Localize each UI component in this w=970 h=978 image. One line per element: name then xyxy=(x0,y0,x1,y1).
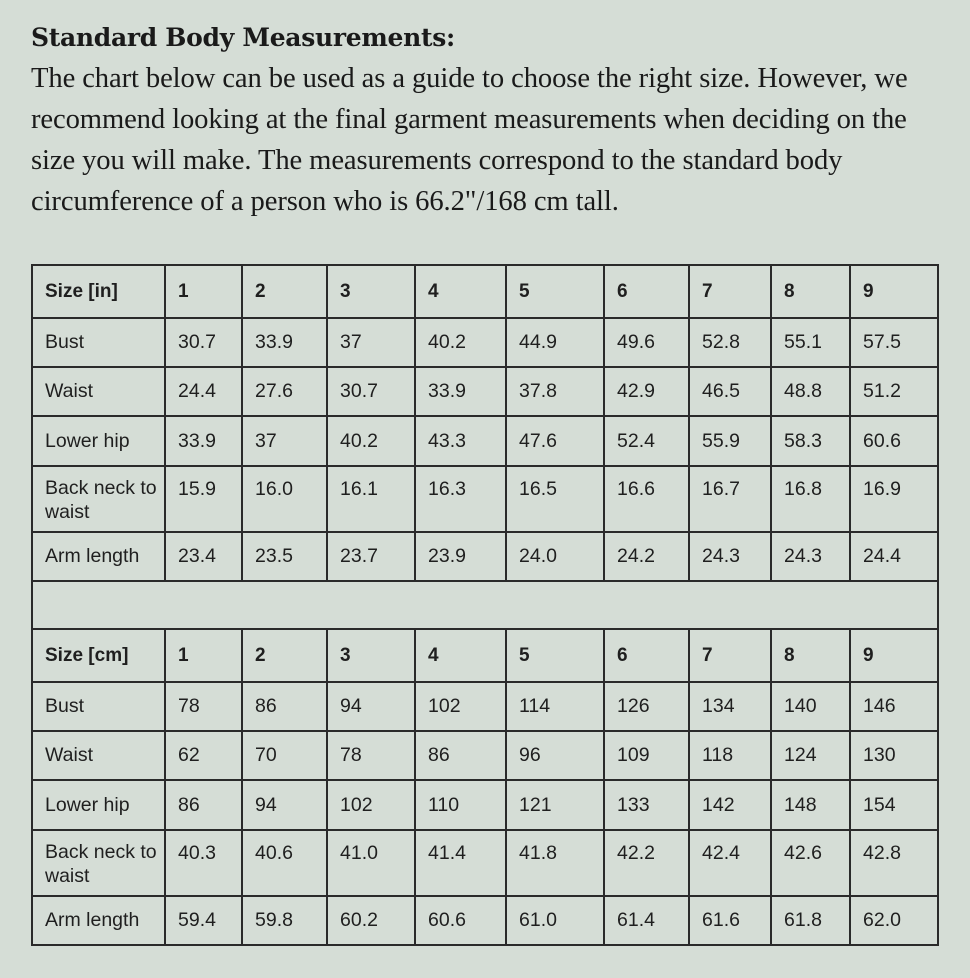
measurement-value: 86 xyxy=(415,731,506,780)
measurement-value: 42.6 xyxy=(771,830,850,896)
measurement-value: 94 xyxy=(242,780,327,830)
size-column-header: 5 xyxy=(506,265,604,318)
measurements-table xyxy=(31,264,939,946)
size-header-label: Size [cm] xyxy=(32,629,165,682)
measurement-label: Waist xyxy=(32,367,165,416)
section-divider-cell xyxy=(32,581,938,629)
measurement-value: 118 xyxy=(689,731,771,780)
measurement-value: 27.6 xyxy=(242,367,327,416)
measurement-value: 142 xyxy=(689,780,771,830)
measurement-value: 23.7 xyxy=(327,532,415,581)
size-column-header: 9 xyxy=(850,265,938,318)
measurement-row xyxy=(32,367,938,416)
size-column-header: 3 xyxy=(327,265,415,318)
measurement-value: 33.9 xyxy=(415,367,506,416)
measurement-value: 30.7 xyxy=(327,367,415,416)
measurement-value: 52.8 xyxy=(689,318,771,367)
measurement-label: Arm length xyxy=(32,896,165,945)
measurement-value: 146 xyxy=(850,682,938,731)
measurement-value: 59.4 xyxy=(165,896,242,945)
measurement-value: 109 xyxy=(604,731,689,780)
measurement-value: 55.1 xyxy=(771,318,850,367)
measurement-value: 40.2 xyxy=(327,416,415,466)
measurement-label: Bust xyxy=(32,318,165,367)
size-column-header: 6 xyxy=(604,265,689,318)
size-header-label: Size [in] xyxy=(32,265,165,318)
size-column-header: 2 xyxy=(242,629,327,682)
size-column-header: 4 xyxy=(415,265,506,318)
measurement-value: 59.8 xyxy=(242,896,327,945)
measurement-value: 86 xyxy=(242,682,327,731)
measurement-value: 40.3 xyxy=(165,830,242,896)
measurement-value: 78 xyxy=(165,682,242,731)
size-column-header: 1 xyxy=(165,629,242,682)
measurement-value: 110 xyxy=(415,780,506,830)
measurement-value: 57.5 xyxy=(850,318,938,367)
size-column-header: 8 xyxy=(771,629,850,682)
measurement-value: 24.2 xyxy=(604,532,689,581)
measurement-row xyxy=(32,896,938,945)
measurement-value: 124 xyxy=(771,731,850,780)
measurement-value: 154 xyxy=(850,780,938,830)
size-column-header: 8 xyxy=(771,265,850,318)
measurement-value: 16.8 xyxy=(771,466,850,532)
measurement-value: 40.2 xyxy=(415,318,506,367)
measurement-value: 40.6 xyxy=(242,830,327,896)
measurement-value: 47.6 xyxy=(506,416,604,466)
size-column-header: 7 xyxy=(689,265,771,318)
measurement-label: Lower hip xyxy=(32,416,165,466)
measurement-value: 16.7 xyxy=(689,466,771,532)
measurement-label: Lower hip xyxy=(32,780,165,830)
measurement-value: 23.4 xyxy=(165,532,242,581)
measurement-value: 42.2 xyxy=(604,830,689,896)
measurement-value: 23.9 xyxy=(415,532,506,581)
measurement-value: 24.3 xyxy=(689,532,771,581)
measurement-value: 43.3 xyxy=(415,416,506,466)
measurement-label: Back neck to waist xyxy=(32,830,165,896)
page-title: Standard Body Measurements: xyxy=(31,23,455,52)
measurement-value: 140 xyxy=(771,682,850,731)
size-column-header: 3 xyxy=(327,629,415,682)
measurement-value: 33.9 xyxy=(165,416,242,466)
measurement-value: 121 xyxy=(506,780,604,830)
size-column-header: 5 xyxy=(506,629,604,682)
measurement-value: 58.3 xyxy=(771,416,850,466)
measurement-value: 94 xyxy=(327,682,415,731)
measurement-row xyxy=(32,830,938,896)
measurement-label: Back neck to waist xyxy=(32,466,165,532)
measurement-value: 37 xyxy=(242,416,327,466)
size-column-header: 7 xyxy=(689,629,771,682)
size-column-header: 4 xyxy=(415,629,506,682)
measurement-value: 42.8 xyxy=(850,830,938,896)
measurement-value: 148 xyxy=(771,780,850,830)
measurement-label: Bust xyxy=(32,682,165,731)
measurement-value: 61.4 xyxy=(604,896,689,945)
measurement-row xyxy=(32,731,938,780)
measurement-value: 114 xyxy=(506,682,604,731)
measurement-value: 30.7 xyxy=(165,318,242,367)
measurement-value: 16.3 xyxy=(415,466,506,532)
measurement-value: 41.4 xyxy=(415,830,506,896)
measurement-row xyxy=(32,466,938,532)
measurement-row xyxy=(32,416,938,466)
measurement-row xyxy=(32,318,938,367)
measurement-label: Arm length xyxy=(32,532,165,581)
measurement-value: 61.0 xyxy=(506,896,604,945)
measurement-value: 62.0 xyxy=(850,896,938,945)
measurement-value: 24.0 xyxy=(506,532,604,581)
size-header-row-in xyxy=(32,265,938,318)
measurement-value: 55.9 xyxy=(689,416,771,466)
measurement-value: 61.6 xyxy=(689,896,771,945)
measurement-value: 51.2 xyxy=(850,367,938,416)
measurement-value: 16.9 xyxy=(850,466,938,532)
measurement-value: 24.4 xyxy=(850,532,938,581)
measurement-value: 16.5 xyxy=(506,466,604,532)
measurement-value: 37.8 xyxy=(506,367,604,416)
measurement-value: 15.9 xyxy=(165,466,242,532)
measurement-value: 52.4 xyxy=(604,416,689,466)
measurement-value: 42.4 xyxy=(689,830,771,896)
measurement-value: 102 xyxy=(415,682,506,731)
measurement-value: 16.6 xyxy=(604,466,689,532)
measurement-value: 23.5 xyxy=(242,532,327,581)
measurement-value: 60.6 xyxy=(850,416,938,466)
size-column-header: 9 xyxy=(850,629,938,682)
measurement-value: 33.9 xyxy=(242,318,327,367)
measurement-value: 96 xyxy=(506,731,604,780)
measurement-value: 24.4 xyxy=(165,367,242,416)
intro-paragraph: The chart below can be used as a guide to choose the right size. However, we recommend looking at the final garment measurements when deciding on the size you will make. The measurements correspond to the standard body circumference of a person who is 66.2"/168 cm tall. xyxy=(31,63,908,217)
measurement-value: 44.9 xyxy=(506,318,604,367)
section-divider-row xyxy=(32,581,938,629)
measurement-value: 48.8 xyxy=(771,367,850,416)
measurement-value: 24.3 xyxy=(771,532,850,581)
measurement-value: 86 xyxy=(165,780,242,830)
measurement-value: 37 xyxy=(327,318,415,367)
measurement-value: 130 xyxy=(850,731,938,780)
measurement-value: 60.6 xyxy=(415,896,506,945)
size-header-row-cm xyxy=(32,629,938,682)
measurement-value: 41.8 xyxy=(506,830,604,896)
measurement-row xyxy=(32,682,938,731)
measurement-value: 42.9 xyxy=(604,367,689,416)
size-column-header: 2 xyxy=(242,265,327,318)
measurement-row xyxy=(32,780,938,830)
measurement-value: 78 xyxy=(327,731,415,780)
measurement-value: 134 xyxy=(689,682,771,731)
measurement-value: 46.5 xyxy=(689,367,771,416)
measurement-value: 126 xyxy=(604,682,689,731)
measurement-value: 16.1 xyxy=(327,466,415,532)
measurement-value: 62 xyxy=(165,731,242,780)
measurement-value: 16.0 xyxy=(242,466,327,532)
measurement-label: Waist xyxy=(32,731,165,780)
size-column-header: 6 xyxy=(604,629,689,682)
size-column-header: 1 xyxy=(165,265,242,318)
measurement-value: 133 xyxy=(604,780,689,830)
measurement-value: 60.2 xyxy=(327,896,415,945)
measurement-value: 61.8 xyxy=(771,896,850,945)
measurement-value: 49.6 xyxy=(604,318,689,367)
measurement-value: 41.0 xyxy=(327,830,415,896)
measurement-row xyxy=(32,532,938,581)
measurement-value: 70 xyxy=(242,731,327,780)
measurement-value: 102 xyxy=(327,780,415,830)
